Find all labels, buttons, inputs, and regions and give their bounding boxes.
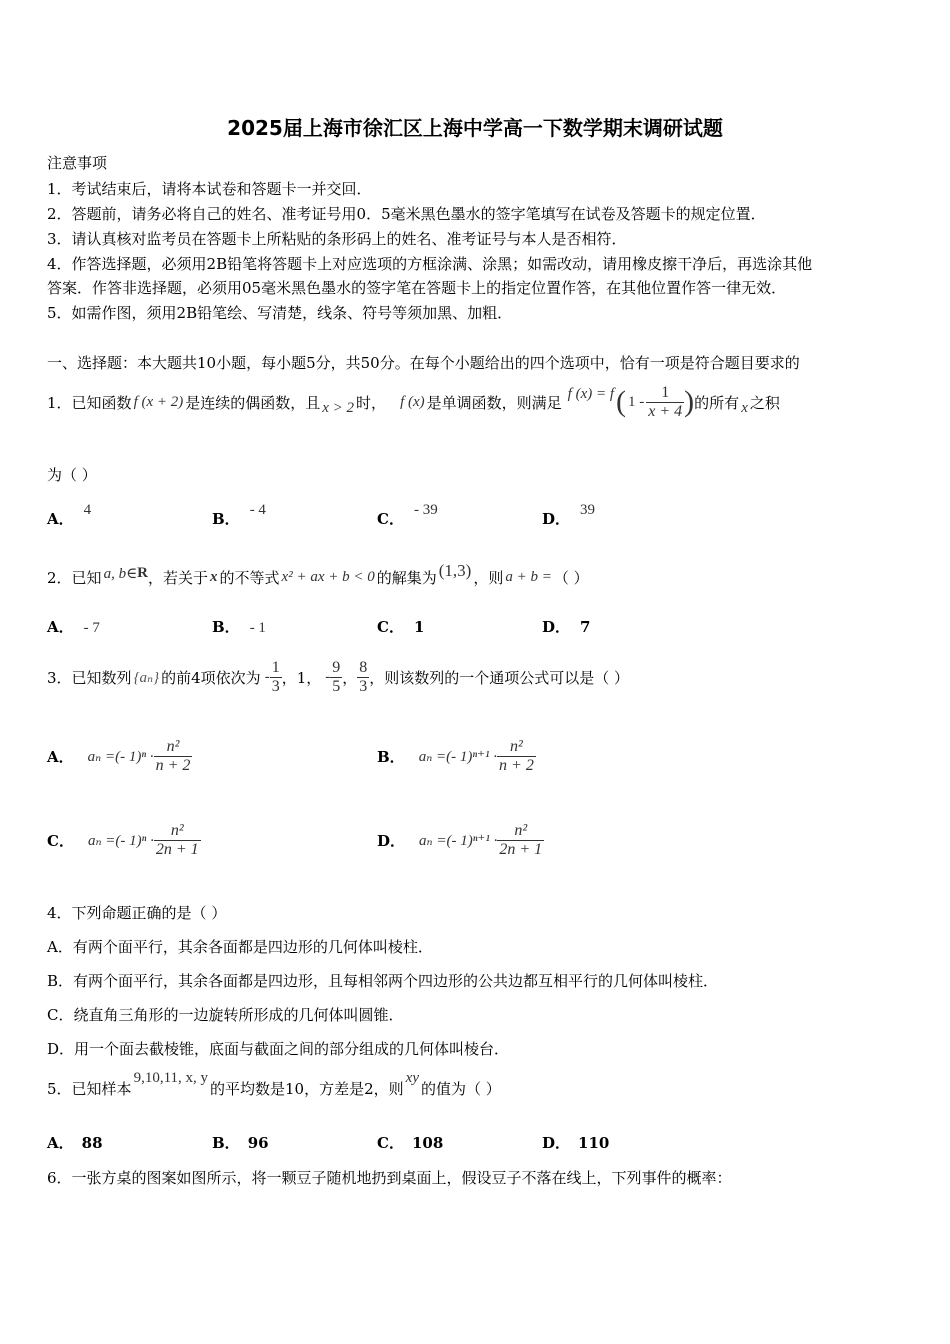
question-text: 已知函数 (71, 393, 132, 412)
question-text: 是连续的偶函数，且 (185, 393, 321, 412)
q3-option-c[interactable]: C． aₙ =(- 1)ⁿ · $\frac{\text{n²}}{2n + 1}$ (47, 822, 199, 858)
q5-option-c[interactable]: C． 108 (377, 1134, 444, 1152)
q2-option-a[interactable]: A． - 7 (47, 618, 100, 636)
q2-option-c[interactable]: C． 1 (377, 618, 425, 636)
note-item: 3．请认真核对监考员在答题卡上所粘贴的条形码上的姓名、准考证号与本人是否相符． (47, 230, 627, 248)
q3-option-b[interactable]: B． aₙ =(- 1)ⁿ⁺¹ · $\frac{\text{n²}}{n + 2}$ (377, 738, 534, 774)
note-item: 2．答题前，请务必将自己的姓名、准考证号用0．5毫米黑色墨水的签字笔填写在试卷及答题卡的规定位置． (47, 205, 766, 223)
fraction: $\frac{1}{3}$ (271, 658, 280, 695)
question-number: 3． (47, 668, 72, 687)
question-text: 的不等式 (219, 568, 280, 587)
q2-option-b[interactable]: B． - 1 (212, 618, 266, 636)
math-expr: xy (405, 1069, 419, 1086)
question-3-stem: 3． 已知数列 {aₙ} 的前4项依次为 - $\frac{1}{3}$ ，1， - $\frac{9}{5}$ ， $\frac{8}{3}$ ，则该数列的一个通项公式可以是（ ） (47, 658, 630, 695)
math-expr: f (x) (400, 393, 425, 410)
q3-option-a[interactable]: A． aₙ =(- 1)ⁿ · $\frac{\text{n²}}{n + 2}$ (47, 738, 191, 774)
note-item: 答案．作答非选择题，必须用05毫米黑色墨水的签字笔在答题卡上的指定位置作答，在其他位置作答一律无效． (47, 279, 787, 297)
note-item: 5．如需作图，须用2B铅笔绘、写清楚，线条、符号等须加黑、加粗． (47, 304, 513, 322)
question-1-stem-cont: 为（ ） (47, 466, 97, 484)
question-text: ，若关于 (148, 568, 209, 587)
math-expr: f (x) = f (567, 385, 615, 402)
question-text: 已知数列 (71, 668, 132, 687)
math-expr: a, b∈ (103, 565, 138, 582)
q4-option-d[interactable]: D．用一个面去截棱锥，底面与截面之间的部分组成的几何体叫棱台． (47, 1040, 510, 1058)
math-expr: x > 2 (322, 399, 355, 416)
math-expr: R (137, 564, 149, 581)
math-expr: 1 - (628, 393, 645, 410)
math-var: x (741, 399, 748, 416)
q4-option-c[interactable]: C．绕直角三角形的一边旋转所形成的几何体叫圆锥． (47, 1006, 404, 1024)
math-expr: (1,3) (438, 561, 472, 580)
q5-option-b[interactable]: B． 96 (212, 1134, 269, 1152)
question-1-stem: 1． 已知函数 f (x + 2) 是连续的偶函数，且 x > 2 时， f (x) 是单调函数，则满足 f (x) = f ( 1 - $\frac{1}{x + 4}$ ) 的所有 x 之积 (47, 383, 780, 420)
q1-option-b[interactable]: B． - 4 (212, 502, 266, 528)
question-text: 的所有 (694, 393, 740, 412)
question-4-stem: 4．下列命题正确的是（ ） (47, 904, 227, 922)
math-expr: f (x + 2) (133, 393, 184, 410)
q3-option-d[interactable]: D． aₙ =(- 1)ⁿ⁺¹ · $\frac{\text{n²}}{2n + 1}$ (377, 822, 543, 858)
question-number: 1． (47, 393, 72, 412)
question-text: 的解集为 (376, 568, 437, 587)
note-item: 4．作答选择题，必须用2B铅笔将答题卡上对应选项的方框涂满、涂黑；如需改动，请用橡皮擦干净后，再选涂其他 (47, 255, 813, 273)
question-text: 的值为（ ） (420, 1079, 501, 1098)
q4-option-a[interactable]: A．有两个面平行，其余各面都是四边形的几何体叫棱柱． (47, 938, 433, 956)
question-number: 5． (47, 1079, 72, 1098)
question-text: 之积 (749, 393, 780, 412)
question-text: 的前4项依次为 (161, 668, 261, 687)
q4-option-b[interactable]: B．有两个面平行，其余各面都是四边形，且每相邻两个四边形的公共边都互相平行的几何体叫棱柱． (47, 972, 719, 990)
question-text: ，则该数列的一个通项公式可以是（ ） (369, 668, 630, 687)
q1-option-d[interactable]: D． 39 (542, 502, 596, 528)
question-5-stem (47, 1070, 501, 1106)
question-2-stem (47, 562, 589, 592)
section-heading: 一、选择题：本大题共10小题，每小题5分，共50分。在每个小题给出的四个选项中，恰有一项是符合题目要求的 (47, 354, 800, 372)
fraction: $\frac{9}{5}$ (332, 658, 341, 695)
question-text: 已知样本 (71, 1079, 132, 1098)
question-text: 是单调函数，则满足 (426, 393, 562, 412)
fraction: $\frac{1}{x + 4}$ (648, 383, 683, 420)
math-expr: x² + ax + b < 0 (281, 568, 375, 585)
notes-heading: 注意事项 (47, 154, 108, 172)
q1-option-c[interactable]: C． - 39 (377, 502, 438, 528)
question-number: 2． (47, 568, 72, 587)
page-title: 2025届上海市徐汇区上海中学高一下数学期末调研试题 (227, 116, 723, 140)
q2-option-d[interactable]: D． 7 (542, 618, 591, 636)
q5-option-a[interactable]: A． 88 (47, 1134, 103, 1152)
note-item: 1．考试结束后，请将本试卷和答题卡一并交回． (47, 180, 372, 198)
math-var: x (210, 568, 218, 585)
question-text: 时， (356, 393, 387, 412)
question-6-stem: 6．一张方桌的图案如图所示，将一颗豆子随机地扔到桌面上，假设豆子不落在线上，下列事件的概率： (47, 1169, 732, 1187)
math-expr: a + b = (505, 568, 552, 585)
q1-option-a[interactable]: A． 4 (47, 502, 92, 528)
question-text: （ ） (553, 568, 589, 587)
q5-option-d[interactable]: D． 110 (542, 1134, 610, 1152)
question-text: ，则 (473, 568, 504, 587)
math-expr: {aₙ} (133, 669, 160, 686)
math-expr: 9,10,11, x, y (133, 1069, 209, 1086)
question-text: 已知 (71, 568, 102, 587)
fraction: $\frac{8}{3}$ (359, 658, 368, 695)
question-text: 的平均数是10，方差是2，则 (210, 1079, 404, 1098)
